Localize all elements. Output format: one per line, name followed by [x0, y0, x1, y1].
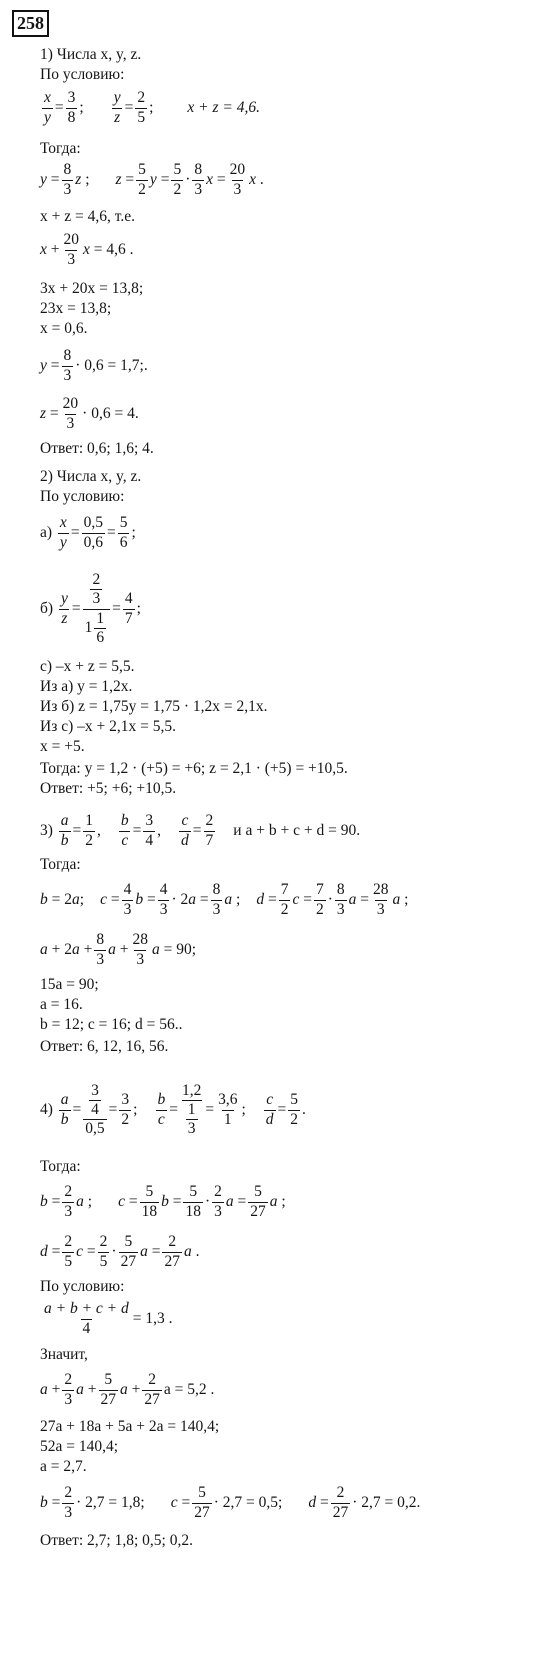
fraction: 1 2 [85, 812, 94, 849]
p4-values-line: b = 2 3 · 2,7 = 1,8; c = 5 27 · 2,7 = 0,5; d = 2 27 · 2,7 = 0,2. [40, 1484, 421, 1521]
p3-then-label: Тогда: [40, 856, 81, 873]
complex-fraction [83, 572, 111, 646]
fraction: 7 2 [315, 881, 324, 918]
fraction: 5 27 [100, 1371, 116, 1408]
fraction: a b [60, 1091, 69, 1128]
p3-step-3: b = 12; c = 16; d = 56.. [40, 1016, 183, 1033]
fraction: 8 3 [194, 161, 203, 198]
fraction: 3 8 [67, 89, 76, 126]
p3-expressions-line: b = 2 a ; c = 4 3 b = 4 3 · 2 a = 8 3 a ; d = 7 2 c = 7 2 · 8 3 a = 28 3 a ; [40, 881, 409, 918]
p2-item-c: с) –x + z = 5,5. [40, 658, 135, 675]
fraction: 3,6 1 [218, 1091, 238, 1128]
p3-sum-line: a + 2 a + 8 3 a + 28 3 a = 90; [40, 931, 197, 968]
p4-intro-line: 4) a b = $\frac{3}{4}$ 0,5 = 3 2 ; b c = 1,2 $\frac{1}{3}$ = 3,6 1 ; c d = 5 2 . [40, 1081, 306, 1138]
fraction: 8 3 [63, 347, 72, 384]
fraction: 2 5 [99, 1233, 108, 1270]
fraction: a b [60, 812, 69, 849]
fraction: 8 3 [336, 881, 345, 918]
fraction: $\frac{a + b + c + d}{4}$ [44, 1300, 129, 1337]
fraction: y z [113, 89, 121, 126]
p1-then-label: Тогда: [40, 140, 81, 157]
p2-heading: 2) Числа x, y, z. [40, 468, 142, 485]
fraction: 8 3 [212, 881, 221, 918]
fraction: 5 2 [173, 161, 182, 198]
fraction: 4 3 [123, 881, 132, 918]
p1-step-3: x = 0,6. [40, 320, 88, 337]
fraction: 7 2 [280, 881, 289, 918]
fraction: $\frac{2}{3}$ [92, 570, 101, 608]
p4-step-3: a = 2,7. [40, 1458, 87, 1475]
p4-step-2: 52a = 140,4; [40, 1438, 119, 1455]
p3-step-2: a = 16. [40, 996, 83, 1013]
p2-answer: Ответ: +5; +6; +10,5. [40, 780, 177, 797]
problem-number-badge: 258 [12, 10, 49, 37]
fraction: y z [60, 590, 68, 627]
fraction: b c [157, 1091, 166, 1128]
complex-fraction: $\frac{3}{4}$ 0,5 [85, 1081, 105, 1138]
p4-d-line: d = 2 5 c = 2 5 · 5 27 a = 2 27 a . [40, 1233, 200, 1270]
p2-x-value: x = +5. [40, 738, 85, 755]
fraction: 5 18 [185, 1183, 201, 1220]
p1-heading: 1) Числа x, y, z. [40, 46, 142, 63]
fraction: 2 27 [144, 1371, 160, 1408]
fraction: 5 27 [194, 1484, 210, 1521]
p4-bc-line: b = 2 3 a ; c = 5 18 b = 5 18 · 2 3 a = 5 27 a ; [40, 1183, 286, 1220]
mixed-number: 1 1 6 [84, 609, 105, 646]
p1-step-2: 23x = 13,8; [40, 300, 112, 317]
p4-answer: Ответ: 2,7; 1,8; 0,5; 0,2. [40, 1532, 193, 1549]
fraction: 8 3 [96, 931, 105, 968]
fraction: 2 7 [205, 812, 214, 849]
fraction: c d [265, 1091, 274, 1128]
fraction: 20 3 [63, 231, 80, 268]
fraction: 5 2 [138, 161, 146, 198]
p4-sum-line: a + 2 3 a + 5 27 a + 2 27 a = 5,2 . [40, 1371, 215, 1408]
p2-from-b: Из б) z = 1,75y = 1,75 · 1,2x = 2,1x. [40, 698, 268, 715]
p3-answer: Ответ: 6, 12, 16, 56. [40, 1038, 169, 1055]
p2-item-b: б) y z = $\frac{2}{3}$ 1 1 6 = 4 7 ; [40, 570, 141, 646]
p4-condition-label: По условию: [40, 1278, 125, 1295]
fraction: 2 27 [332, 1484, 349, 1521]
p1-equation-line: x + 20 3 x = 4,6 . [40, 231, 134, 268]
p2-then-line: Тогда: y = 1,2 · (+5) = +6; z = 2,1 · (+5) = +10,5. [40, 760, 348, 777]
fraction: 5 6 [119, 514, 128, 551]
fraction: x y [44, 89, 51, 126]
fraction: 3 4 [145, 812, 154, 849]
p3-step-1: 15a = 90; [40, 976, 99, 993]
fraction: 5 2 [290, 1091, 299, 1128]
fraction: 28 3 [132, 931, 148, 968]
p2-from-a: Из а) y = 1,2x. [40, 678, 133, 695]
p2-condition-label: По условию: [40, 488, 125, 505]
fraction: 20 3 [62, 395, 79, 432]
fraction: 5 27 [120, 1233, 137, 1270]
fraction: 8 3 [63, 161, 72, 198]
p4-step-1: 27a + 18a + 5a + 2a = 140,4; [40, 1418, 220, 1435]
p1-answer: Ответ: 0,6; 1,6; 4. [40, 440, 154, 457]
fraction: c d [181, 812, 189, 849]
fraction: 2 5 [137, 89, 146, 126]
fraction: 28 3 [373, 881, 389, 918]
fraction: 4 3 [159, 881, 168, 918]
fraction: 2 3 [64, 1183, 73, 1220]
fraction: 2 27 [164, 1233, 180, 1270]
fraction: 2 3 [64, 1484, 73, 1521]
fraction: 2 5 [64, 1233, 73, 1270]
p1-y-value-line: y = 8 3 · 0,6 = 1,7;. [40, 347, 148, 384]
p3-intro-line: 3) a b = 1 2 , b c = 3 4 , c d = 2 7 и a + b + c + d = 90. [40, 812, 361, 849]
fraction: 5 27 [250, 1183, 266, 1220]
p1-condition-label: По условию: [40, 66, 125, 83]
p4-then-label: Тогда: [40, 1158, 81, 1175]
p1-step-1: 3x + 20x = 13,8; [40, 280, 144, 297]
p4-mean-line: $\frac{a + b + c + d}{4}$ = 1,3 . [44, 1300, 173, 1337]
p4-means-label: Значит, [40, 1346, 88, 1363]
fraction: 2 3 [64, 1371, 73, 1408]
fraction: 3 2 [121, 1091, 130, 1128]
fraction: x y [59, 514, 67, 551]
p1-z-value-line: z = 20 3 · 0,6 = 4. [40, 395, 139, 432]
p1-then-line: y = 8 3 z ; z = 5 2 y = 5 2 · 8 3 x = 20 3 x . [40, 161, 264, 198]
p1-condition-line: x y = 3 8 ; y z = 2 5 ; x + z = 4,6. [44, 89, 260, 126]
fraction: 20 3 [229, 161, 246, 198]
fraction: b c [120, 812, 129, 849]
complex-fraction: 1,2 $\frac{1}{3}$ [181, 1081, 202, 1138]
fraction: 4 7 [124, 590, 133, 627]
p2-from-c: Из с) –x + 2,1x = 5,5. [40, 718, 176, 735]
fraction: 2 3 [214, 1183, 222, 1220]
p2-item-a: а) x y = 0,5 0,6 = 5 6 ; [40, 514, 136, 551]
p1-line-te: x + z = 4,6, т.е. [40, 208, 135, 225]
fraction: 5 18 [141, 1183, 158, 1220]
fraction: 0,5 0,6 [83, 514, 103, 551]
sum-condition: x + z = 4,6. [187, 99, 260, 117]
